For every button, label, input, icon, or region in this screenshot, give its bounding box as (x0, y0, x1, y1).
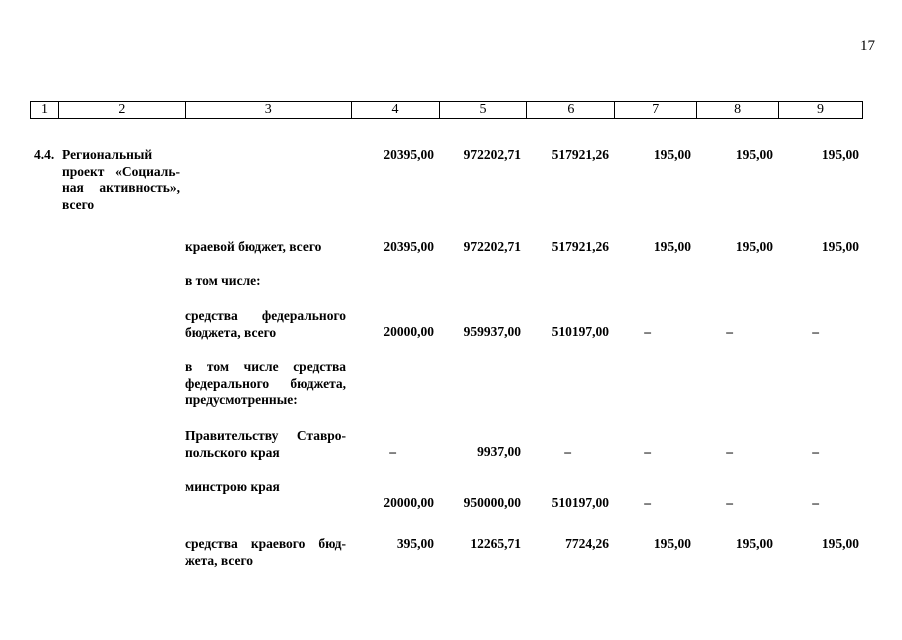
value-cell-col-5: 972202,71 (463, 239, 521, 254)
value-cell-col-6: 510197,00 (551, 495, 609, 510)
value-cell-col-4: 20395,00 (383, 147, 434, 162)
value-cell-col-5: 12265,71 (470, 536, 521, 551)
value-cell-col-7: 195,00 (653, 536, 691, 551)
value-cell-col-7: – (644, 495, 651, 510)
value-cell-col-7: 195,00 (653, 147, 691, 162)
value-cell-col-6: 517921,26 (551, 239, 609, 254)
page-number: 17 (860, 38, 875, 54)
header-cell: 4 (352, 102, 440, 118)
row-source-line: средства федерального (185, 308, 346, 323)
row-source-line: предусмотренные: (185, 392, 298, 407)
value-cell-col-8: 195,00 (735, 147, 773, 162)
value-cell-col-9: – (812, 495, 819, 510)
row-name-line: всего (62, 196, 95, 212)
header-cell: 8 (697, 102, 779, 118)
value-cell-col-7: – (644, 444, 651, 459)
value-cell-col-8: 195,00 (735, 239, 773, 254)
row-source (185, 479, 346, 496)
value-cell-col-5: 9937,00 (477, 444, 521, 459)
value-cell-col-4: 20000,00 (383, 324, 434, 339)
value-cell-col-9: – (812, 324, 819, 339)
row-source (185, 273, 346, 290)
header-cell: 6 (527, 102, 615, 118)
value-cell-col-4: – (389, 444, 396, 459)
row-code: 4.4. (34, 147, 55, 162)
row-source-line: в том числе: (185, 273, 261, 288)
value-cell-col-8: – (726, 495, 733, 510)
header-cell: 7 (615, 102, 697, 118)
value-cell-col-5: 950000,00 (463, 495, 521, 510)
value-cell-col-9: 195,00 (821, 147, 859, 162)
value-cell-col-5: 972202,71 (463, 147, 521, 162)
value-cell-col-9: 195,00 (821, 239, 859, 254)
value-cell-col-7: – (644, 324, 651, 339)
value-cell-col-6: 510197,00 (551, 324, 609, 339)
row-name (62, 147, 180, 213)
row-name-line: ная активность», (62, 180, 180, 195)
value-cell-col-4: 20395,00 (383, 239, 434, 254)
value-cell-col-6: – (564, 444, 571, 459)
value-cell-col-4: 395,00 (396, 536, 434, 551)
value-cell-col-6: 517921,26 (551, 147, 609, 162)
row-source-line: Правительству Ставро- (185, 428, 346, 443)
row-source-line: в том числе средства (185, 359, 346, 374)
value-cell-col-9: – (812, 444, 819, 459)
value-cell-col-5: 959937,00 (463, 324, 521, 339)
row-source-line: минстрою края (185, 479, 280, 494)
row-source-line: краевой бюджет, всего (185, 239, 322, 254)
value-cell-col-6: 7724,26 (565, 536, 609, 551)
row-source (185, 239, 346, 256)
header-cell: 2 (59, 102, 186, 118)
row-source-line: бюджета, всего (185, 324, 277, 340)
row-source-line: польского края (185, 444, 280, 460)
row-source (185, 428, 346, 461)
value-cell-col-8: – (726, 444, 733, 459)
table-header-row (30, 101, 863, 119)
value-cell-col-9: 195,00 (821, 536, 859, 551)
header-cell: 1 (31, 102, 59, 118)
header-cell: 5 (440, 102, 528, 118)
value-cell-col-4: 20000,00 (383, 495, 434, 510)
row-source (185, 308, 346, 341)
row-name-line: проект «Социаль- (62, 163, 180, 179)
header-cell: 3 (186, 102, 352, 118)
value-cell-col-7: 195,00 (653, 239, 691, 254)
value-cell-col-8: 195,00 (735, 536, 773, 551)
header-cell: 9 (817, 102, 825, 117)
row-source-line: жета, всего (185, 552, 254, 568)
row-source-line: средства краевого бюд- (185, 536, 346, 551)
row-source (185, 359, 346, 409)
row-source-line: федерального бюджета, (185, 375, 346, 391)
row-name-line: Региональный (62, 147, 153, 162)
row-source (185, 536, 346, 569)
value-cell-col-8: – (726, 324, 733, 339)
